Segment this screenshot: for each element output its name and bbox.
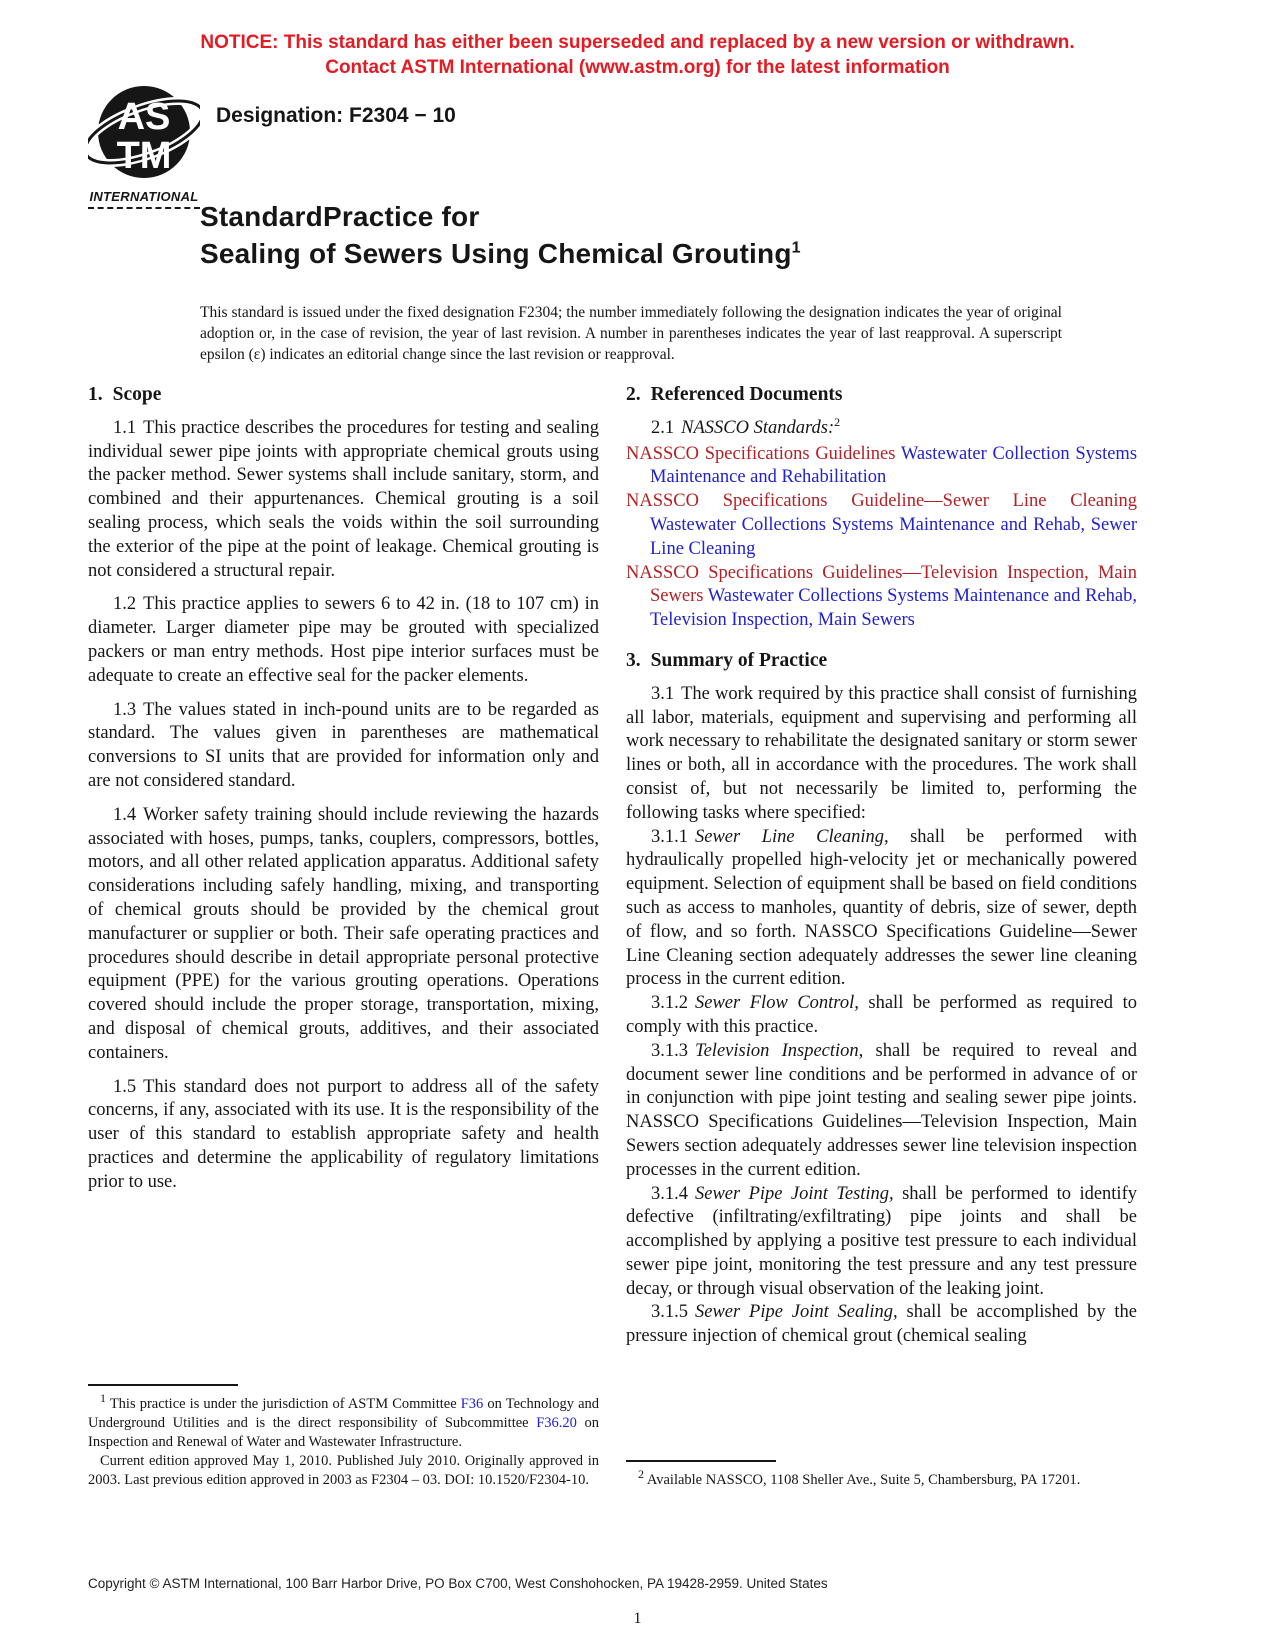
reference-title-link[interactable]: Wastewater Collection Systems Maintenance and Rehabilitation xyxy=(650,443,1138,488)
astm-letters-bottom: TM xyxy=(116,135,172,177)
subcommittee-f36-20-link[interactable]: F36.20 xyxy=(536,1415,577,1431)
reference-designation: NASSCO Specifications Guidelines xyxy=(626,443,896,464)
reference-title-link[interactable]: Wastewater Collections Systems Maintenance and Rehab, Television Inspection, Main Sewers xyxy=(650,586,1137,631)
clause-2-1: 2.1 NASSCO Standards:$^2$ xyxy=(651,414,841,438)
astm-globe-icon xyxy=(88,82,200,186)
document-header xyxy=(88,82,456,209)
clause-1-4: 1.4 Worker safety training should include reviewing the hazards associated with hoses, pumps, tanks, couplers, compressors, bottles, motors, and all other related application apparatus. Additional safety considerations including safely handling, mixing, and transporting of chemical grouts should be provided by the chemical grout manufacturer or supplier or both. Their safe operating practices and procedures should describe in detail appropriate personal protective equipment (PPE) for the various grouting operations. Operations covered should include the proper storage, transportation, mixing, and disposal of chemical grouts, additives, and their associated containers. xyxy=(88,804,599,1063)
section-heading-referenced-documents: 2. Referenced Documents xyxy=(626,384,843,405)
left-column xyxy=(88,383,599,1490)
footnote-rule xyxy=(88,1384,238,1386)
title-block xyxy=(200,198,1062,365)
astm-letters-top: AS xyxy=(117,96,171,138)
clause-1-2: 1.2 This practice applies to sewers 6 to 42 in. (18 to 107 cm) in diameter. Larger diameter pipe may be grouted with specialized packers or man entry methods. Host pipe interior surfaces must be adequate to create an effective seal for the packer elements. xyxy=(88,594,599,686)
clause-3-1-1: 3.1.1 Sewer Line Cleaning, shall be performed with hydraulically propelled high-velocity jet or mechanically powered equipment. Selection of equipment shall be based on field conditions such as access to manholes, quantity of debris, size of sewer, depth of flow, and so forth. NASSCO Specifications Guideline—Sewer Line Cleaning section adequately addresses the sewer line cleaning process in the current edition. xyxy=(626,826,1137,990)
page-number: 1 xyxy=(633,1610,642,1627)
footnote-block-1 xyxy=(88,1384,599,1490)
supersession-notice xyxy=(0,30,1275,80)
footnote-1-edition: Current edition approved May 1, 2010. Published July 2010. Originally approved in 2003. Last previous edition approved in 2003 as F2304 – 03. DOI: 10.1520/F2304-10. xyxy=(88,1453,599,1488)
footnote-2: $^2$ Available NASSCO, 1108 Sheller Ave., Suite 5, Chambersburg, PA 17201. xyxy=(638,1467,1081,1488)
footnote-block-2 xyxy=(626,1460,1137,1490)
section-heading-summary: 3. Summary of Practice xyxy=(626,649,828,671)
issued-statement: This standard is issued under the fixed designation F2304; the number immediately following the designation indicates the year of original adoption or, in the case of revision, the year of last revision. A number in parentheses indicates the year of last reapproval. A superscript epsilon (ε) indicates an editorial change since the last revision or reapproval. xyxy=(200,304,1062,363)
clause-1-1: 1.1 This practice describes the procedures for testing and sealing individual sewer pipe joints with appropriate chemical grouts using the packer method. Sewer systems shall include sanitary, storm, and combined and their appurtenances. Chemical grouting is a soil sealing process, which seals the voids within the soil surrounding the exterior of the pipe at the point of leakage. Chemical grouting is not considered a structural repair. xyxy=(88,417,599,581)
reference-designation: NASSCO Specifications Guideline—Sewer Line Cleaning xyxy=(626,491,1137,512)
copyright-footer: Copyright © ASTM International, 100 Barr Harbor Drive, PO Box C700, West Conshohocken, PA 19428-2959. United States xyxy=(88,1576,828,1591)
notice-line1: NOTICE: This standard has either been superseded and replaced by a new version or withdrawn. xyxy=(200,32,1075,53)
reference-item xyxy=(626,443,1137,491)
title-line2: Sealing of Sewers Using Chemical Grouting$^1$ xyxy=(200,238,801,269)
footnote-2-ref: 2 xyxy=(834,414,841,429)
committee-f36-link[interactable]: F36 xyxy=(460,1396,484,1412)
clause-3-1-2: 3.1.2 Sewer Flow Control, shall be performed as required to comply with this practice. xyxy=(626,993,1137,1037)
section-heading-scope: 1. Scope xyxy=(88,384,162,405)
clause-3-1: 3.1 The work required by this practice shall consist of furnishing all labor, materials, equipment and supervising and performing all work necessary to rehabilitate the designated sanitary or storm sewer lines or both, all in accordance with the procedures. The work shall consist of, but not necessarily be limited to, performing the following tasks where specified: xyxy=(626,683,1137,823)
footnote-1: $^1$ This practice is under the jurisdiction of ASTM Committee F36 on Technology and Underground Utilities and is the direct responsibility of Subcommittee F36.20 on Inspection and Renewal of Water and Wastewater Infrastructure. xyxy=(88,1391,600,1450)
body-columns xyxy=(88,383,1137,1490)
designation: Designation: F2304 − 10 xyxy=(216,104,456,127)
reference-item xyxy=(626,490,1137,561)
document-title xyxy=(200,198,1062,272)
clause-3-1-5: 3.1.5 Sewer Pipe Joint Sealing, shall be accomplished by the pressure injection of chemical grout (chemical sealing xyxy=(626,1302,1138,1347)
clause-3-1-4: 3.1.4 Sewer Pipe Joint Testing, shall be performed to identify defective (infiltrating/exfiltrating) pipe joints and shall be accomplished by applying a positive test pressure to each individual sewer pipe joint, monitoring the test pressure and any test pressure decay, or through visual observation of the leaking joint. xyxy=(626,1183,1137,1299)
footnote-rule xyxy=(626,1460,776,1462)
clause-1-3: 1.3 The values stated in inch-pound units are to be regarded as standard. The values given in parentheses are mathematical conversions to SI units that are provided for information only and are not considered standard. xyxy=(88,699,599,791)
clause-1-5: 1.5 This standard does not purport to address all of the safety concerns, if any, associated with its use. It is the responsibility of the user of this standard to establish appropriate safety and health practices and determine the applicability of regulatory limitations prior to use. xyxy=(88,1076,599,1192)
astm-international-label: INTERNATIONAL xyxy=(88,189,200,209)
reference-item xyxy=(626,562,1137,633)
reference-title-link[interactable]: Wastewater Collections Systems Maintenance and Rehab, Sewer Line Cleaning xyxy=(650,514,1137,559)
astm-logo xyxy=(88,82,200,209)
reference-designation: NASSCO Specifications Guidelines—Television Inspection, Main Sewers xyxy=(626,562,1137,607)
clause-3-1-3: 3.1.3 Television Inspection, shall be required to reveal and document sewer line conditions and be performed in advance of or in conjunction with pipe joint testing and sealing sewer pipe joints. NASSCO Specifications Guidelines—Television Inspection, Main Sewers section adequately addresses sewer line television inspection processes in the current edition. xyxy=(626,1040,1137,1180)
title-line1: StandardPractice for xyxy=(200,201,480,232)
title-footnote-ref: 1 xyxy=(791,239,801,257)
right-column xyxy=(626,383,1137,1490)
notice-line2: Contact ASTM International (www.astm.org) for the latest information xyxy=(325,57,950,78)
